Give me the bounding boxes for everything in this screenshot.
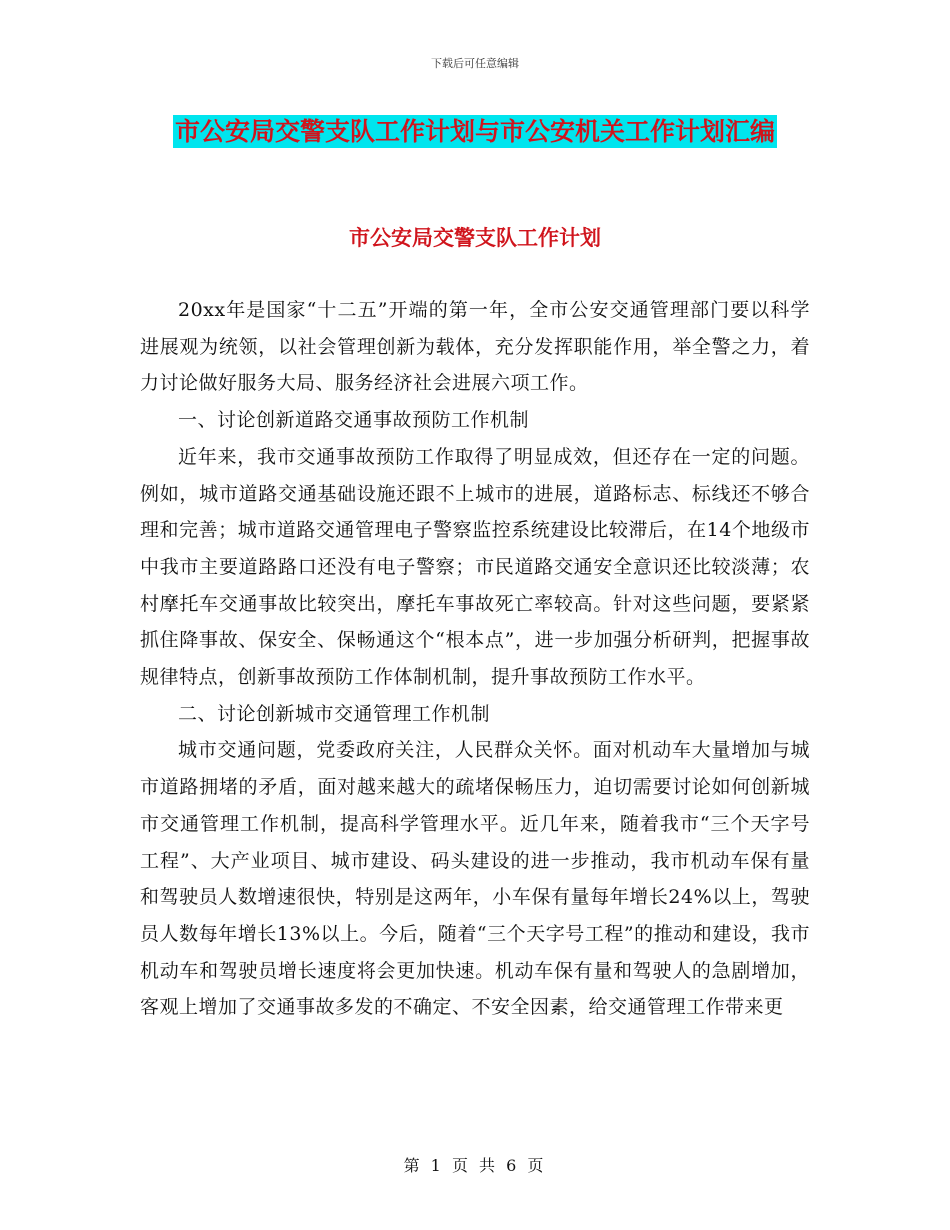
document-title-text: 市公安局交警支队工作计划与市公安机关工作计划汇编 — [174, 117, 775, 146]
page-header-note: 下载后可任意编辑 — [431, 57, 519, 70]
page-number-footer: 第 1 页 共 6 页 — [403, 1156, 547, 1175]
paragraph-accident-prevention: 近年来，我市交通事故预防工作取得了明显成效，但还存在一定的问题。例如，城市道路交通基础设施还跟不上城市的进展，道路标志、标线还不够合理和完善；城市道路交通管理电子警察监控系统建设比较滞后，在14个地级市中我市主要道路路口还没有电子警察；市民道路交通安全意识还比较淡薄；农村摩托车交通事故比较突出，摩托车事故死亡率较高。针对这些问题，要紧紧抓住降事故、保安全、保畅通这个“根本点”，进一步加强分析研判，把握事故规律特点，创新事故预防工作体制机制，提升事故预防工作水平。 — [140, 445, 810, 689]
document-title — [140, 108, 810, 156]
section-heading: 市公安局交警支队工作计划 — [349, 225, 601, 250]
document-body — [140, 292, 810, 1026]
paragraph-intro: 20xx年是国家“十二五”开端的第一年，全市公安交通管理部门要以科学进展观为统领，以社会管理创新为载体，充分发挥职能作用，举全警之力，着力讨论做好服务大局、服务经济社会进展六项工作。 — [140, 299, 810, 395]
heading-item-1: 一、讨论创新道路交通事故预防工作机制 — [178, 409, 530, 432]
paragraph-urban-traffic: 城市交通问题，党委政府关注，人民群众关怀。面对机动车大量增加与城市道路拥堵的矛盾，面对越来越大的疏堵保畅压力，迫切需要讨论如何创新城市交通管理工作机制，提高科学管理水平。近几年来，随着我市“三个天字号工程”、大产业项目、城市建设、码头建设的进一步推动，我市机动车保有量和驾驶员人数增速很快，特别是这两年，小车保有量每年增长24%以上，驾驶员人数每年增长13%以上。今后，随着“三个天字号工程”的推动和建设，我市机动车和驾驶员增长速度将会更加快速。机动车保有量和驾驶人的急剧增加，客观上增加了交通事故多发的不确定、不安全因素，给交通管理工作带来更 — [140, 739, 810, 1019]
heading-item-2: 二、讨论创新城市交通管理工作机制 — [178, 702, 491, 725]
